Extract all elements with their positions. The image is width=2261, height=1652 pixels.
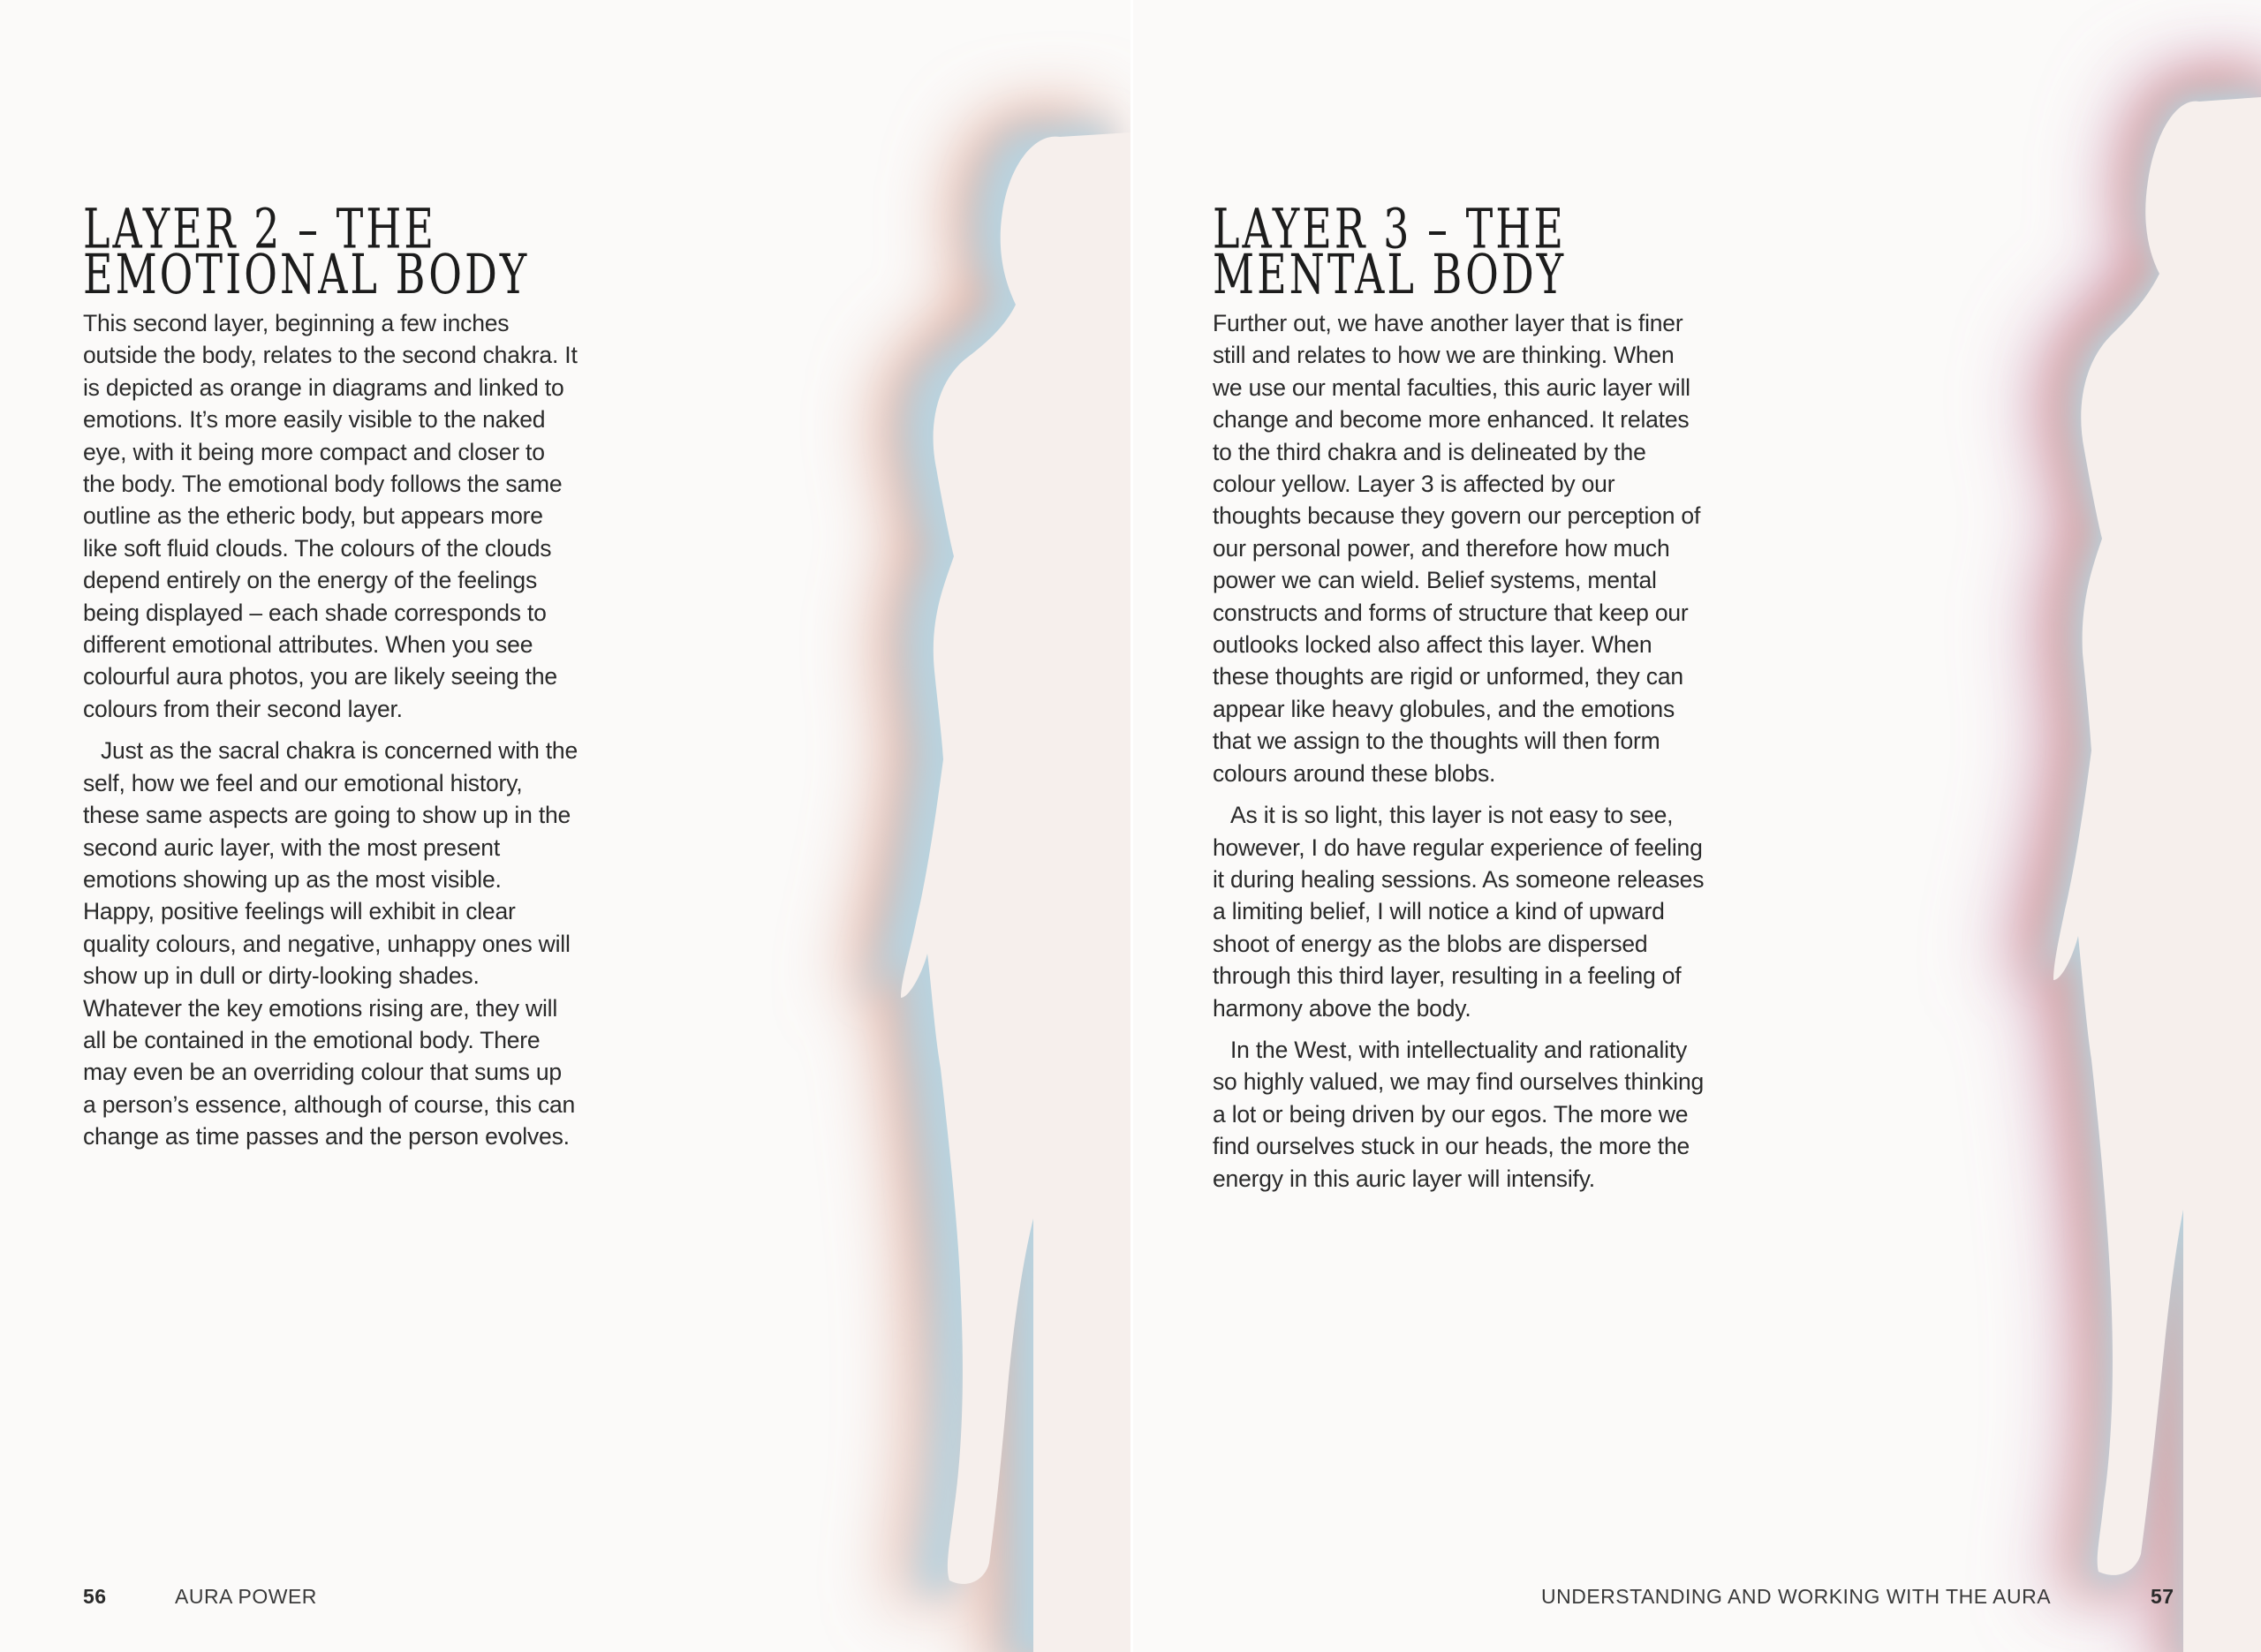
body-paragraph: Further out, we have another layer that is finer still and relates to how we are thinking. When we use our mental faculties, this auric layer will change and become more enhanced. It relates to the third chakra and is delineated by the colour yellow. Layer 3 is affected by our thoughts because they govern our perception of our personal power, and therefore how much power we can wield. Belief systems, mental constructs and forms of structure that keep our outlooks locked also affect this layer. When these thoughts are rigid or unformed, they can appear like heavy globules, and the emotions that we assign to the thoughts will then form colours around these blobs. bbox=[1213, 310, 1701, 787]
aura-silhouette-icon bbox=[768, 0, 1130, 1652]
body-paragraph: Just as the sacral chakra is concerned with the self, how we feel and our emotional history, these same aspects are going to show up in the second auric layer, with the most present emotions showing up as the most visible. Happy, positive feelings will exhibit in clear quality colours, and negative, unhappy ones will show up in dull or dirty-looking shades. Whatever the key emotions rising are, they will all be contained in the emotional body. There may even be an overriding colour that sums up a person’s essence, although of course, this can change as time passes and the person evolves. bbox=[83, 737, 578, 1150]
folio-number: 56 bbox=[83, 1585, 107, 1608]
page-number bbox=[2151, 1585, 2174, 1609]
left-text-column bbox=[83, 196, 578, 1163]
heading-line-1: LAYER 3 – THE bbox=[1213, 196, 1566, 261]
emotional-body-illustration bbox=[768, 0, 1130, 1652]
body-paragraph: In the West, with intellectuality and rationality so highly valued, we may find ourselves thinking a lot or being driven by our egos. The more we find ourselves stuck in our heads, the more the energy in this auric layer will intensify. bbox=[1213, 1036, 1705, 1192]
running-head: AURA POWER bbox=[175, 1585, 317, 1608]
folio-number: 57 bbox=[2151, 1585, 2174, 1608]
aura-silhouette-icon bbox=[1784, 0, 2261, 1652]
section-heading bbox=[1213, 196, 1707, 306]
right-text-column bbox=[1213, 196, 1707, 1204]
left-page bbox=[0, 0, 1130, 1652]
section-heading bbox=[83, 196, 578, 306]
running-head: UNDERSTANDING AND WORKING WITH THE AURA bbox=[1541, 1585, 2052, 1608]
body-paragraph: This second layer, beginning a few inches outside the body, relates to the second chakra. It is depicted as orange in diagrams and linked to emotions. It’s more easily visible to the naked eye, with it being more compact and closer to the body. The emotional body follows the same outline as the etheric body, but appears more like soft fluid clouds. The colours of the clouds depend entirely on the energy of the feelings being displayed – each shade corresponds to different emotional attributes. When you see colourful aura photos, you are likely seeing the colours from their second layer. bbox=[83, 310, 578, 722]
right-page bbox=[1133, 0, 2261, 1652]
heading-line-2: MENTAL BODY bbox=[1213, 241, 1567, 306]
heading-line-1: LAYER 2 – THE bbox=[83, 196, 436, 261]
mental-body-illustration bbox=[1784, 0, 2261, 1652]
page-number bbox=[83, 1585, 107, 1609]
body-paragraph: As it is so light, this layer is not easy to see, however, I do have regular experience of feeling it during healing sessions. As someone releases a limiting belief, I will notice a kind of upward shoot of energy as the blobs are dispersed through this third layer, resulting in a feeling of harmony above the body. bbox=[1213, 802, 1705, 1022]
heading-line-2: EMOTIONAL BODY bbox=[83, 241, 530, 306]
